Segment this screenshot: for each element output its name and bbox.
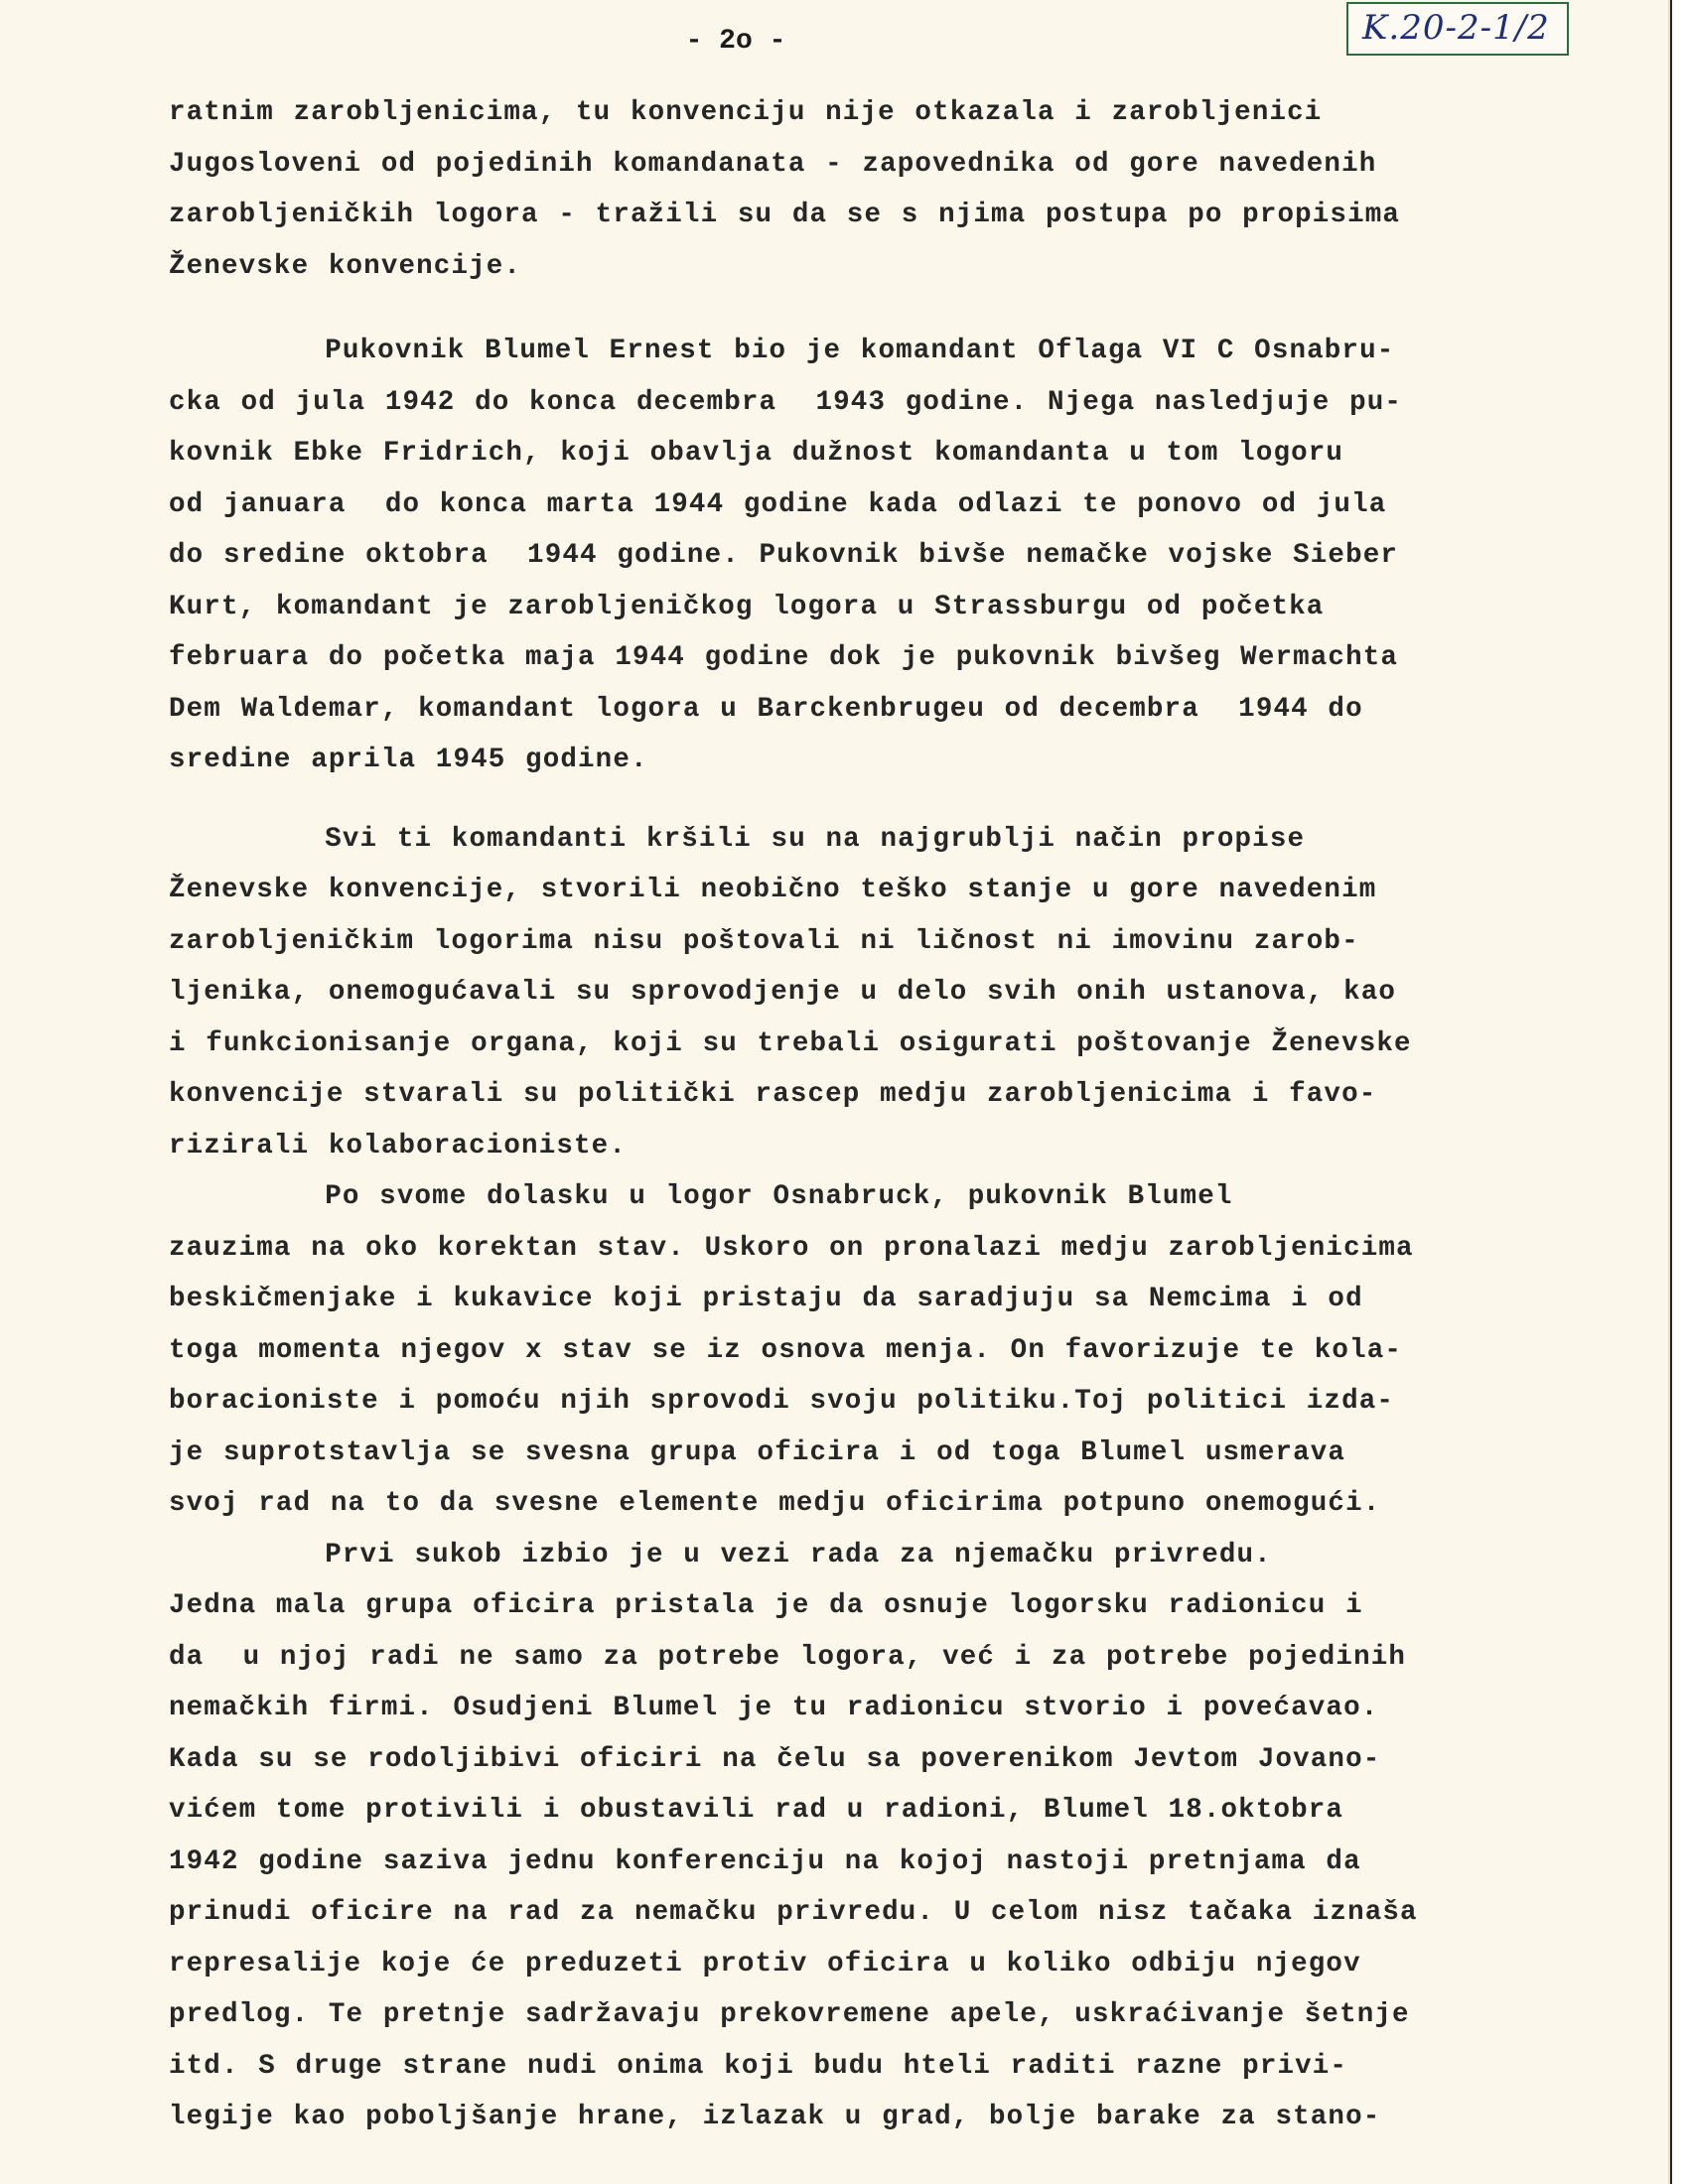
text-line: vićem tome protivili i obustavili rad u radioni, Blumel 18.oktobra (169, 1795, 1344, 1826)
paragraph-2 (169, 326, 1599, 786)
text-line: Svi ti komandanti kršili su na najgrublji način propise (169, 823, 1306, 855)
text-line: Ženevske konvencije, stvorili neobično teško stanje u gore navedenim (169, 875, 1377, 905)
text-line: Jugosloveni od pojedinih komandanata - zapovednika od gore navedenih (169, 148, 1377, 180)
text-line: Ženevske konvencije. (169, 250, 522, 282)
archive-reference-box (1346, 2, 1569, 56)
text-line: 1942 godine saziva jednu konferenciju na kojoj nastoji pretnjama da (169, 1845, 1361, 1877)
text-line: i funkcionisanje organa, koji su trebali osigurati poštovanje Ženevske (169, 1027, 1412, 1059)
text-line: konvencije stvarali su politički rascep medju zarobljenicima i favo- (169, 1079, 1377, 1110)
text-line: Kurt, komandant je zarobljeničkog logora u Strassburgu od početka (169, 591, 1325, 622)
paragraph-5 (169, 1530, 1599, 2143)
text-line: Pukovnik Blumel Ernest bio je komandant Oflaga VI C Osnabru- (169, 336, 1395, 366)
text-line: beskičmenjake i kukavice koji pristaju da saradjuju sa Nemcima i od (169, 1284, 1363, 1314)
text-line: represalije koje će preduzeti protiv oficira u koliko odbiju njegov (169, 1948, 1361, 1979)
text-line: toga momenta njegov x stav se iz osnova menja. On favorizuje te kola- (169, 1334, 1403, 1366)
text-line: prinudi oficire na rad za nemačku privredu. U celom nisz tačaka iznaša (169, 1897, 1418, 1928)
text-line: februara do početka maja 1944 godine dok je pukovnik bivšeg Wermachta (169, 642, 1399, 673)
text-line: kovnik Ebke Fridrich, koji obavlja dužnost komandanta u tom logoru (169, 438, 1344, 469)
text-line: boracioniste i pomoću njih sprovodi svoju politiku.Toj politici izda- (169, 1386, 1395, 1417)
text-line: sredine aprila 1945 godine. (169, 745, 648, 775)
text-line: ratnim zarobljenicima, tu konvenciju nije otkazala i zarobljenici (169, 97, 1323, 128)
text-line: Po svome dolasku u logor Osnabruck, pukovnik Blumel (169, 1181, 1233, 1212)
text-line: Prvi sukob izbio je u vezi rada za njemačku privredu. (169, 1539, 1272, 1570)
page-edge-divider (1670, 0, 1672, 2184)
text-line: ljenika, onemogućavali su sprovodjenje u delo svih onih ustanova, kao (169, 977, 1397, 1008)
text-line: legije kao poboljšanje hrane, izlazak u grad, bolje barake za stano- (169, 2102, 1381, 2132)
text-line: rizirali kolaboracioniste. (169, 1130, 627, 1161)
paragraph-4 (169, 1171, 1599, 1530)
text-line: cka od jula 1942 do konca decembra 1943 godine. Njega nasledjuje pu- (169, 386, 1403, 418)
text-line: svoj rad na to da svesne elemente medju oficirima potpuno onemogući. (169, 1488, 1381, 1519)
text-line: do sredine oktobra 1944 godine. Pukovnik bivše nemačke vojske Sieber (169, 540, 1399, 571)
text-line: da u njoj radi ne samo za potrebe logora, već i za potrebe pojedinih (169, 1641, 1407, 1673)
text-line: od januara do konca marta 1944 godine kada odlazi te ponovo od jula (169, 488, 1387, 520)
text-line: zarobljeničkim logorima nisu poštovali ni ličnost ni imovinu zarob- (169, 925, 1359, 957)
archive-reference-number: K.20-2-1/2 (1362, 8, 1550, 48)
text-line: je suprotstavlja se svesna grupa oficira i od toga Blumel usmerava (169, 1436, 1346, 1468)
paragraph-1 (169, 87, 1599, 292)
text-line: nemačkih firmi. Osudjeni Blumel je tu radionicu stvorio i povećavao. (169, 1693, 1379, 1723)
paragraph-3 (169, 814, 1599, 1172)
text-line: Jedna mala grupa oficira pristala je da osnuje logorsku radionicu i (169, 1590, 1363, 1621)
document-body (169, 87, 1599, 2143)
text-line: Kada su se rodoljibivi oficiri na čelu sa poverenikom Jevtom Jovano- (169, 1743, 1381, 1775)
page-number: - 2o - (685, 26, 786, 57)
text-line: itd. S druge strane nudi onima koji budu hteli raditi razne privi- (169, 2050, 1348, 2082)
text-line: zarobljeničkih logora - tražili su da se s njima postupa po propisima (169, 200, 1401, 230)
text-line: zauzima na oko korektan stav. Uskoro on pronalazi medju zarobljenicima (169, 1232, 1414, 1264)
text-line: Dem Waldemar, komandant logora u Barckenbrugeu od decembra 1944 do (169, 693, 1363, 725)
text-line: predlog. Te pretnje sadržavaju prekovremene apele, uskraćivanje šetnje (169, 1999, 1410, 2030)
